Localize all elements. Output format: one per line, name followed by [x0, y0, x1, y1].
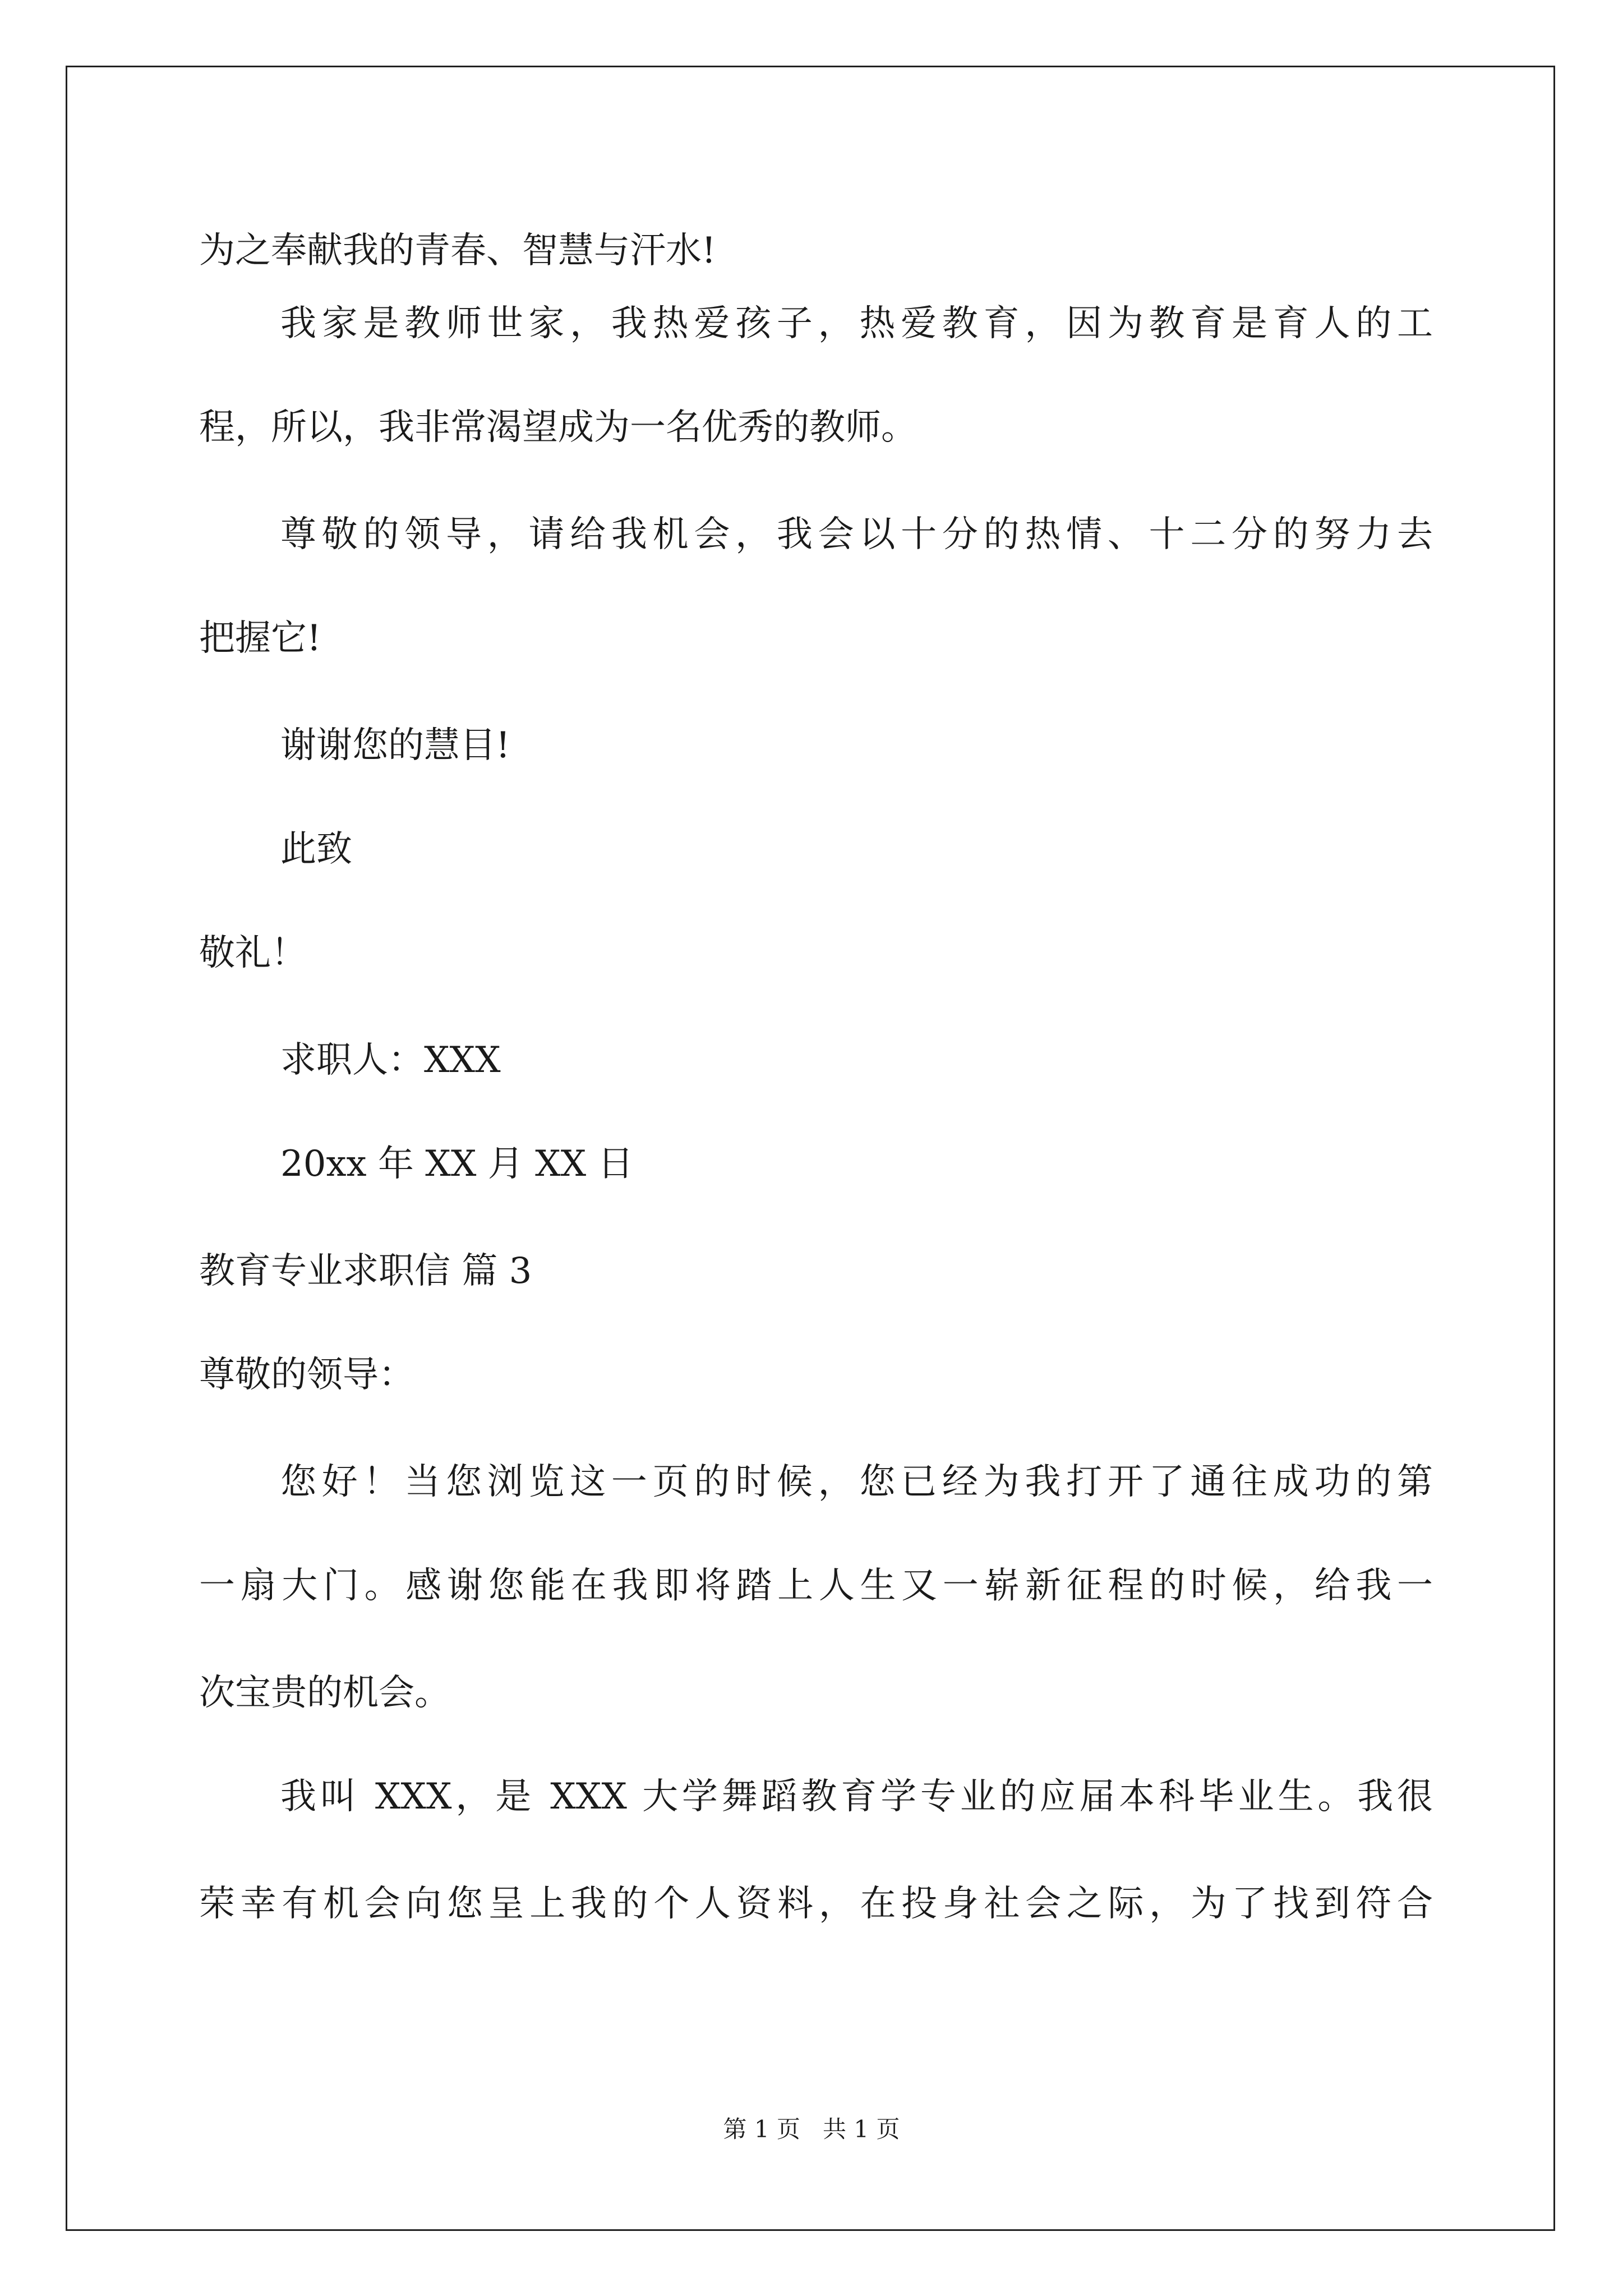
paragraph-line: 一扇大门。感谢您能在我即将踏上人生又一崭新征程的时候，给我一	[199, 1565, 1433, 1607]
paragraph-line: 我家是教师世家，我热爱孩子，热爱教育，因为教育是育人的工	[280, 303, 1433, 344]
paragraph-line: 荣幸有机会向您呈上我的个人资料，在投身社会之际，为了找到符合	[199, 1883, 1433, 1925]
paragraph-line: 把握它!	[199, 618, 321, 659]
paragraph-line: 为之奉献我的青春、智慧与汗水!	[199, 230, 716, 272]
paragraph-line: 谢谢您的慧目!	[280, 725, 510, 766]
date-line: 20xx 年 XX 月 XX 日	[280, 1143, 634, 1185]
paragraph-line: 我叫 XXX，是 XXX 大学舞蹈教育学专业的应届本科毕业生。我很	[280, 1776, 1433, 1818]
section-title: 教育专业求职信 篇 3	[199, 1250, 532, 1292]
salutation-line: 尊敬的领导：	[199, 1354, 414, 1396]
signature-line: 求职人：XXX	[280, 1039, 501, 1081]
closing-line: 敬礼！	[199, 932, 307, 974]
paragraph-line: 程，所以，我非常渴望成为一名优秀的教师。	[199, 407, 917, 448]
page-footer: 第 1 页 共 1 页	[723, 2115, 900, 2143]
paragraph-line: 次宝贵的机会。	[199, 1672, 450, 1714]
paragraph-line: 尊敬的领导，请给我机会，我会以十分的热情、十二分的努力去	[280, 514, 1433, 555]
closing-line: 此致	[280, 829, 352, 870]
paragraph-line: 您好！当您浏览这一页的时候，您已经为我打开了通往成功的第	[280, 1461, 1433, 1503]
